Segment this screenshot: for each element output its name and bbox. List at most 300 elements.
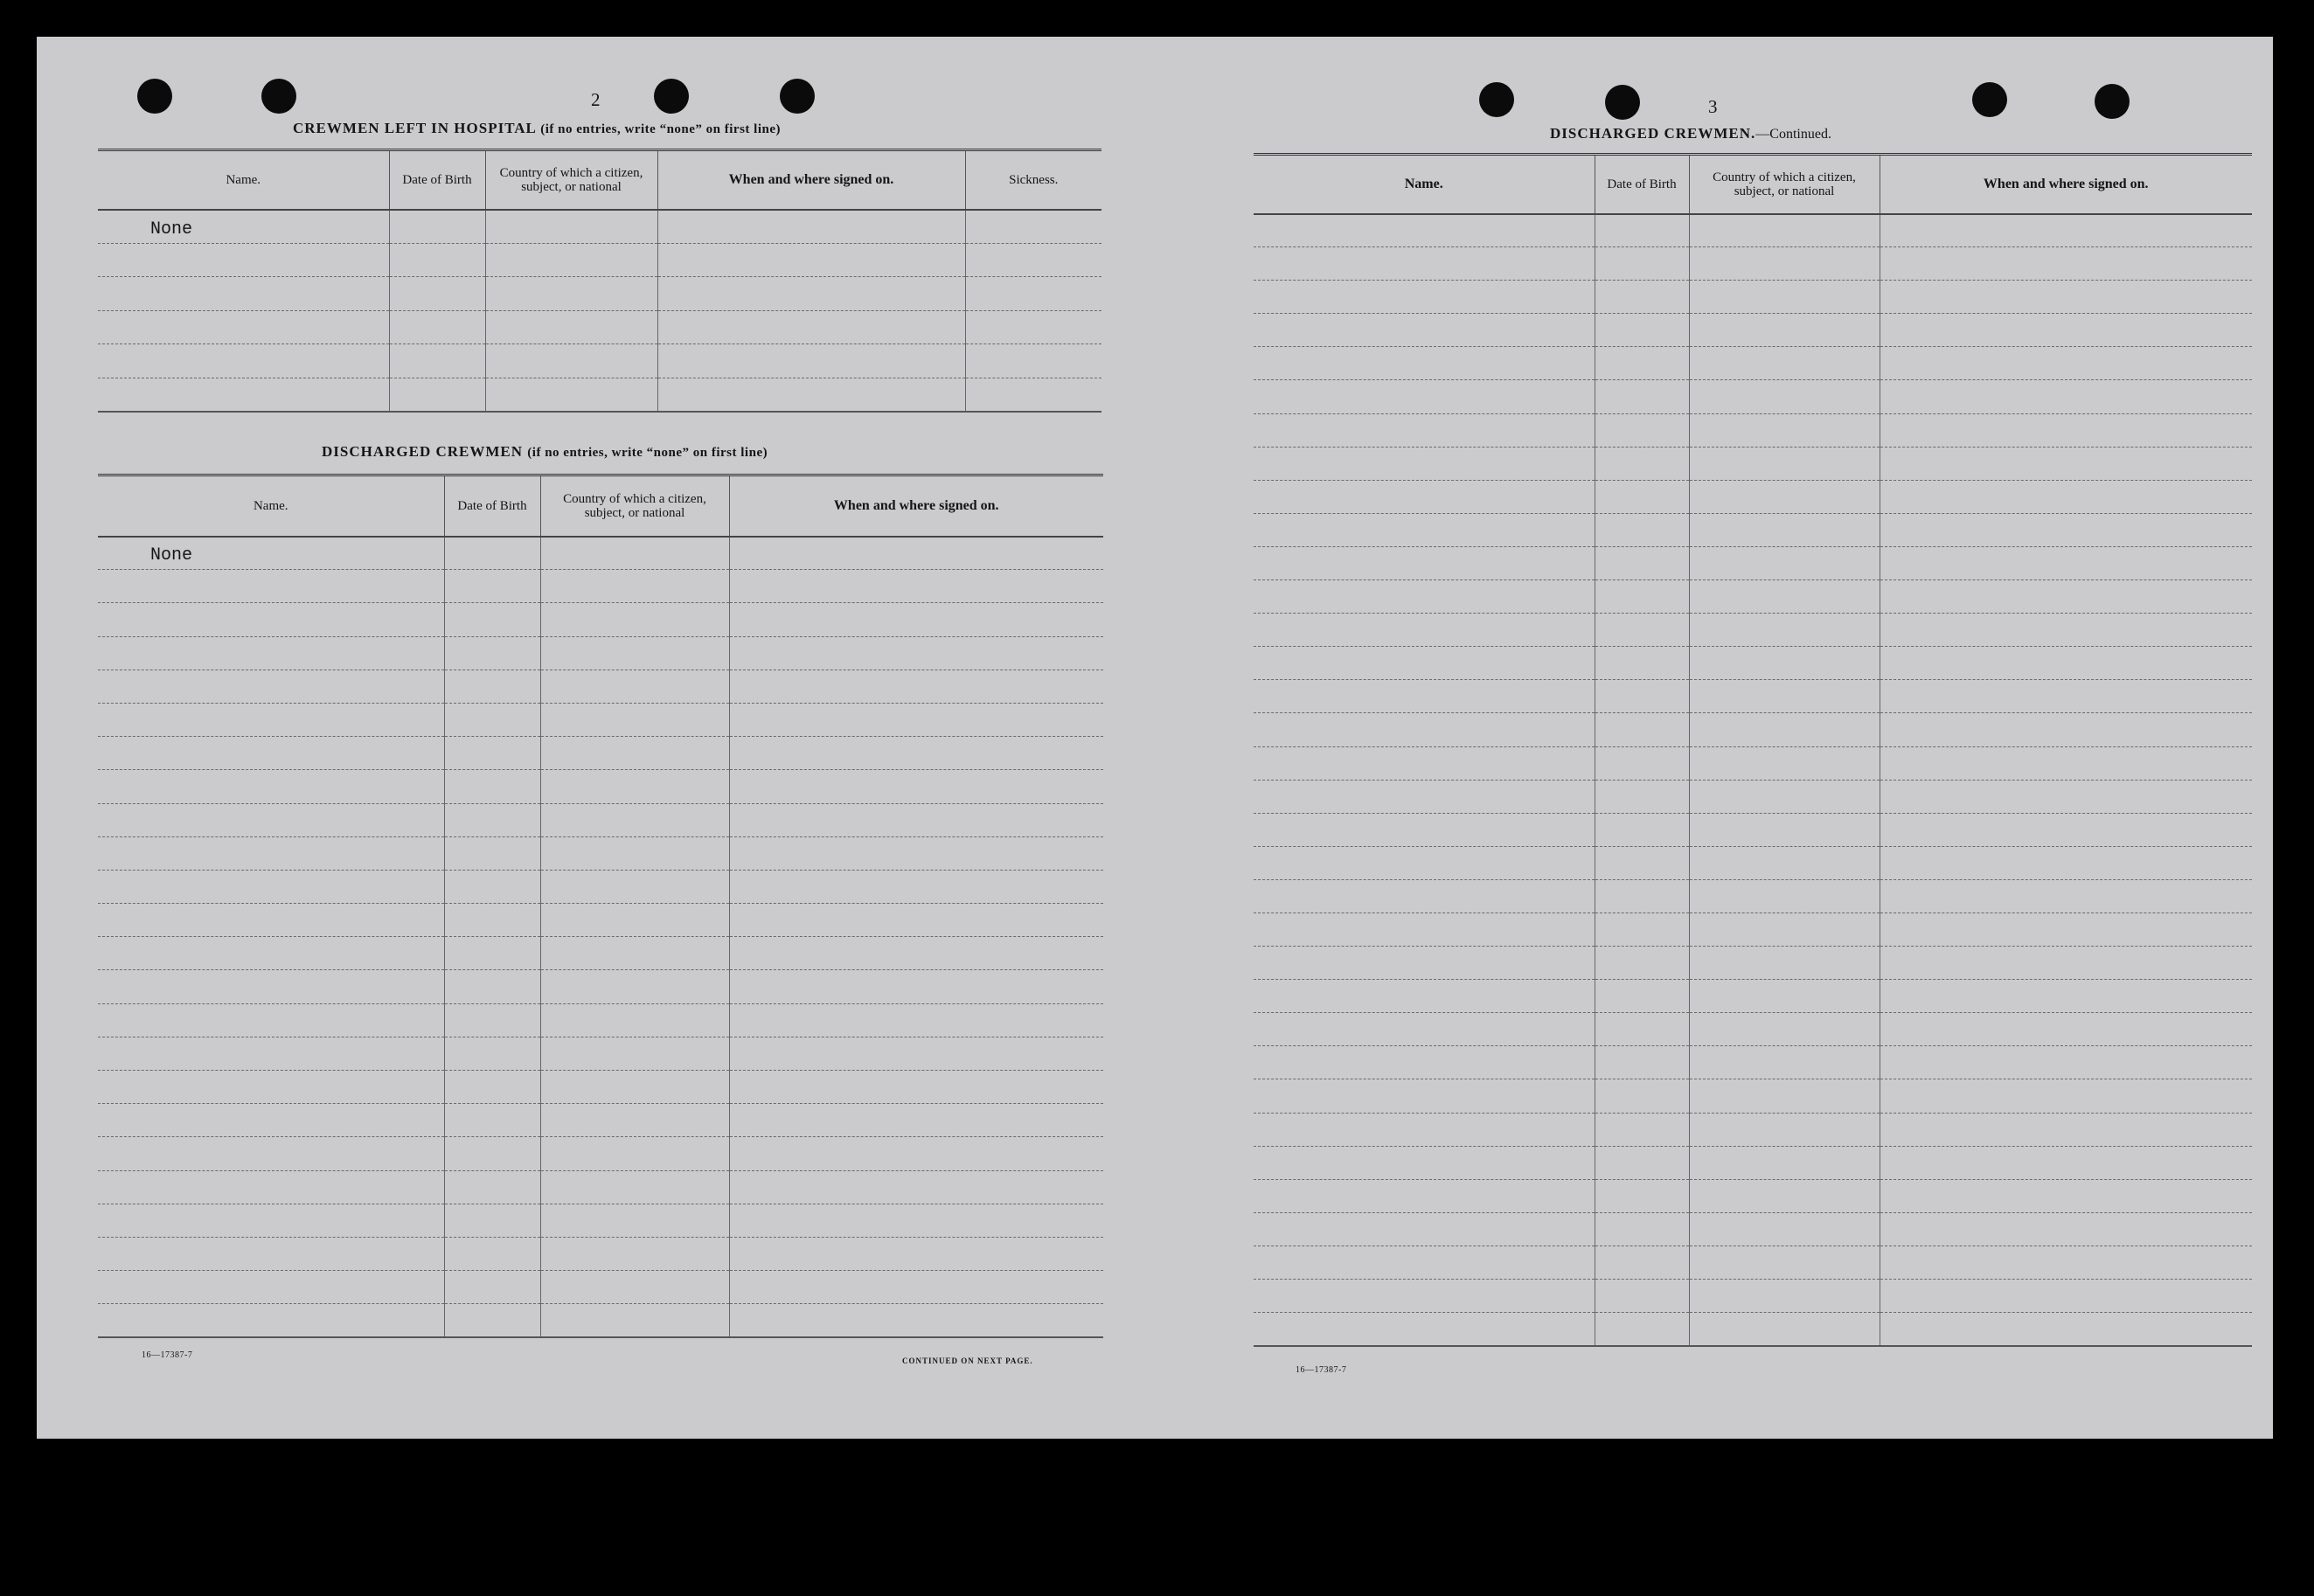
table-cell xyxy=(1689,846,1880,879)
table-cell xyxy=(444,1071,540,1104)
punch-hole xyxy=(1605,85,1640,120)
table-cell xyxy=(98,344,389,378)
table-cell xyxy=(729,1104,1103,1137)
table-cell xyxy=(1880,314,2252,347)
table-row xyxy=(98,310,1101,344)
table-cell xyxy=(98,1071,444,1104)
table-cell xyxy=(540,703,729,736)
table-cell xyxy=(729,1304,1103,1337)
table-cell xyxy=(98,1137,444,1170)
table-cell xyxy=(1689,1280,1880,1313)
table-cell xyxy=(1689,546,1880,579)
table-cell xyxy=(1595,614,1689,647)
table-row xyxy=(98,603,1103,636)
table-cell xyxy=(729,737,1103,770)
table-cell xyxy=(1254,912,1595,946)
table-cell xyxy=(1880,1246,2252,1279)
left-page xyxy=(37,37,1138,1439)
table-cell xyxy=(1880,347,2252,380)
column-header-sickness: Sickness. xyxy=(965,150,1101,210)
table-cell xyxy=(98,1037,444,1070)
table-cell xyxy=(444,870,540,903)
table-cell xyxy=(657,277,965,311)
table-cell xyxy=(540,1137,729,1170)
table-row xyxy=(98,1304,1103,1337)
table-cell xyxy=(540,1003,729,1037)
table-cell xyxy=(1254,281,1595,314)
continued-note: CONTINUED ON NEXT PAGE. xyxy=(902,1357,1033,1365)
table-row xyxy=(98,836,1103,870)
table-cell xyxy=(657,344,965,378)
column-header-name: Name. xyxy=(98,150,389,210)
table-cell xyxy=(1689,746,1880,780)
table-cell xyxy=(98,870,444,903)
table-cell xyxy=(444,1104,540,1137)
table-cell xyxy=(540,970,729,1003)
table-cell xyxy=(1254,1280,1595,1313)
table-cell xyxy=(98,1204,444,1237)
table-row xyxy=(98,636,1103,670)
column-header-name: Name. xyxy=(98,475,444,537)
table-row xyxy=(1254,912,2252,946)
table-cell xyxy=(1254,214,1595,247)
right-page xyxy=(1173,37,2273,1439)
table-cell xyxy=(657,310,965,344)
table-cell xyxy=(540,904,729,937)
page-number: 2 xyxy=(591,89,601,110)
table-row xyxy=(98,670,1103,703)
table-cell xyxy=(389,277,485,311)
table-row xyxy=(1254,447,2252,480)
table-cell xyxy=(98,243,389,277)
table-cell xyxy=(444,636,540,670)
hospital-table xyxy=(98,149,1101,413)
table-cell xyxy=(1595,247,1689,281)
table-cell xyxy=(98,737,444,770)
page-number: 3 xyxy=(1708,96,1718,117)
table-row xyxy=(1254,1246,2252,1279)
table-cell xyxy=(729,970,1103,1003)
table-cell xyxy=(1689,214,1880,247)
table-cell xyxy=(729,836,1103,870)
table-cell xyxy=(444,803,540,836)
table-cell xyxy=(1689,1079,1880,1113)
table-cell xyxy=(1254,680,1595,713)
table-row xyxy=(1254,1079,2252,1113)
table-cell xyxy=(444,1237,540,1270)
table-cell xyxy=(540,836,729,870)
table-cell xyxy=(444,937,540,970)
table-cell xyxy=(1595,1146,1689,1179)
table-cell xyxy=(1254,1212,1595,1246)
table-cell xyxy=(729,537,1103,570)
table-cell xyxy=(540,603,729,636)
table-cell xyxy=(1595,680,1689,713)
table-cell xyxy=(444,670,540,703)
table-row xyxy=(1254,1046,2252,1079)
table-cell xyxy=(729,937,1103,970)
table-row xyxy=(98,803,1103,836)
table-row xyxy=(98,770,1103,803)
table-cell xyxy=(1880,1280,2252,1313)
table-cell xyxy=(1254,879,1595,912)
table-row xyxy=(1254,780,2252,813)
table-row xyxy=(1254,614,2252,647)
table-cell xyxy=(1880,980,2252,1013)
table-cell xyxy=(540,1170,729,1204)
table-row xyxy=(1254,347,2252,380)
table-cell xyxy=(1254,647,1595,680)
table-cell xyxy=(965,310,1101,344)
column-header-date-of-birth: Date of Birth xyxy=(389,150,485,210)
table-row xyxy=(98,570,1103,603)
table-cell xyxy=(98,803,444,836)
table-cell xyxy=(965,277,1101,311)
table-cell xyxy=(540,1037,729,1070)
table-cell xyxy=(444,970,540,1003)
table-cell xyxy=(1689,713,1880,746)
table-cell xyxy=(1254,713,1595,746)
table-cell xyxy=(485,344,657,378)
table-cell xyxy=(444,770,540,803)
punch-hole xyxy=(780,79,815,114)
table-cell xyxy=(444,1271,540,1304)
table-cell xyxy=(965,210,1101,244)
hospital-section-instruction: (if no entries, write “none” on first line) xyxy=(540,122,781,136)
table-cell xyxy=(1254,380,1595,413)
table-cell xyxy=(444,1170,540,1204)
table-cell xyxy=(1880,846,2252,879)
table-cell xyxy=(1880,1113,2252,1146)
table-row xyxy=(98,243,1101,277)
table-row xyxy=(98,1137,1103,1170)
table-cell xyxy=(1689,680,1880,713)
table-cell xyxy=(1595,1212,1689,1246)
table-row xyxy=(1254,546,2252,579)
table-cell xyxy=(1595,846,1689,879)
table-cell xyxy=(1595,780,1689,813)
table-cell xyxy=(444,603,540,636)
table-row xyxy=(98,378,1101,412)
table-row xyxy=(1254,1179,2252,1212)
column-header-date-of-birth: Date of Birth xyxy=(444,475,540,537)
table-cell xyxy=(1254,1246,1595,1279)
table-cell xyxy=(1254,580,1595,614)
discharged-continued-title: DISCHARGED CREWMEN.—Continued. xyxy=(1550,125,1831,142)
table-cell xyxy=(540,570,729,603)
table-row xyxy=(1254,480,2252,513)
table-cell xyxy=(1689,1046,1880,1079)
table-row xyxy=(1254,1212,2252,1246)
column-header-name: Name. xyxy=(1254,155,1595,214)
table-cell xyxy=(1689,614,1880,647)
table-cell xyxy=(1595,1046,1689,1079)
table-cell xyxy=(1595,281,1689,314)
table-cell xyxy=(1880,1212,2252,1246)
table-cell xyxy=(1689,980,1880,1013)
table-cell xyxy=(1254,980,1595,1013)
table-cell xyxy=(729,870,1103,903)
table-cell xyxy=(540,1237,729,1270)
table-cell xyxy=(1689,447,1880,480)
table-cell xyxy=(1880,680,2252,713)
table-row xyxy=(1254,713,2252,746)
table-cell xyxy=(1880,1079,2252,1113)
table-cell xyxy=(1689,347,1880,380)
table-cell xyxy=(98,277,389,311)
table-cell xyxy=(1595,947,1689,980)
table-cell xyxy=(1689,380,1880,413)
table-cell xyxy=(540,870,729,903)
table-row xyxy=(1254,879,2252,912)
table-cell xyxy=(1880,947,2252,980)
table-cell xyxy=(1254,314,1595,347)
table-cell xyxy=(444,1204,540,1237)
table-row xyxy=(1254,247,2252,281)
table-cell xyxy=(1880,513,2252,546)
table-cell xyxy=(1880,746,2252,780)
table-row xyxy=(98,1237,1103,1270)
table-cell xyxy=(729,1037,1103,1070)
table-cell xyxy=(657,243,965,277)
table-cell xyxy=(1595,713,1689,746)
column-header-date-of-birth: Date of Birth xyxy=(1595,155,1689,214)
punch-hole xyxy=(1479,82,1514,117)
table-cell xyxy=(98,1104,444,1137)
table-row xyxy=(98,344,1101,378)
punch-hole xyxy=(1972,82,2007,117)
table-cell xyxy=(540,537,729,570)
table-row xyxy=(98,1170,1103,1204)
table-row xyxy=(1254,947,2252,980)
table-cell xyxy=(1689,1179,1880,1212)
table-cell xyxy=(389,210,485,244)
table-cell xyxy=(729,1271,1103,1304)
table-cell xyxy=(485,310,657,344)
table-row xyxy=(1254,647,2252,680)
table-cell xyxy=(729,636,1103,670)
table-cell xyxy=(444,1003,540,1037)
table-cell xyxy=(1880,1313,2252,1346)
table-row xyxy=(98,1104,1103,1137)
table-cell xyxy=(657,210,965,244)
discharged-continued-table xyxy=(1254,153,2252,1347)
table-row xyxy=(98,937,1103,970)
table-cell xyxy=(1254,780,1595,813)
punch-hole xyxy=(261,79,296,114)
table-cell xyxy=(729,670,1103,703)
table-cell xyxy=(444,836,540,870)
table-cell xyxy=(1254,480,1595,513)
table-row xyxy=(1254,413,2252,447)
table-cell xyxy=(98,210,389,244)
form-number: 16—17387-7 xyxy=(142,1350,193,1360)
table-cell xyxy=(729,770,1103,803)
table-cell xyxy=(1595,480,1689,513)
table-cell xyxy=(729,1071,1103,1104)
table-row xyxy=(98,1003,1103,1037)
table-cell xyxy=(1254,513,1595,546)
table-row xyxy=(1254,1313,2252,1346)
table-cell xyxy=(98,703,444,736)
table-cell xyxy=(729,904,1103,937)
table-cell xyxy=(1595,214,1689,247)
table-cell xyxy=(1880,1046,2252,1079)
table-cell xyxy=(1880,879,2252,912)
table-cell xyxy=(729,1137,1103,1170)
table-cell xyxy=(1254,546,1595,579)
name-entry: None xyxy=(150,219,193,239)
column-header-signed-on: When and where signed on. xyxy=(729,475,1103,537)
table-cell xyxy=(1254,347,1595,380)
table-cell xyxy=(98,636,444,670)
table-cell xyxy=(1689,947,1880,980)
table-cell xyxy=(98,670,444,703)
table-row xyxy=(1254,1146,2252,1179)
hospital-section-title: CREWMEN LEFT IN HOSPITAL (if no entries, write “none” on first line) xyxy=(293,120,781,136)
table-cell xyxy=(540,737,729,770)
table-cell xyxy=(444,1037,540,1070)
table-cell xyxy=(98,537,444,570)
table-cell xyxy=(98,310,389,344)
table-cell xyxy=(729,803,1103,836)
table-cell xyxy=(1689,647,1880,680)
table-cell xyxy=(1880,614,2252,647)
table-cell xyxy=(1595,980,1689,1013)
table-cell xyxy=(485,378,657,412)
table-cell xyxy=(98,904,444,937)
table-cell xyxy=(1595,1079,1689,1113)
table-cell xyxy=(1689,513,1880,546)
table-cell xyxy=(1595,413,1689,447)
discharged-section-instruction: (if no entries, write “none” on first line) xyxy=(527,446,768,460)
table-cell xyxy=(1595,546,1689,579)
table-cell xyxy=(1254,413,1595,447)
table-cell xyxy=(1880,413,2252,447)
table-row xyxy=(98,1037,1103,1070)
table-cell xyxy=(1254,1046,1595,1079)
table-row xyxy=(98,737,1103,770)
table-cell xyxy=(1689,1113,1880,1146)
table-cell xyxy=(1595,314,1689,347)
table-row xyxy=(98,703,1103,736)
table-cell xyxy=(444,1137,540,1170)
table-cell xyxy=(485,243,657,277)
table-cell xyxy=(444,904,540,937)
table-cell xyxy=(540,803,729,836)
table-cell xyxy=(1595,1280,1689,1313)
table-cell xyxy=(1689,1013,1880,1046)
table-cell xyxy=(1595,447,1689,480)
table-cell xyxy=(1880,480,2252,513)
table-row xyxy=(1254,513,2252,546)
table-cell xyxy=(540,937,729,970)
table-cell xyxy=(729,1204,1103,1237)
table-cell xyxy=(1254,746,1595,780)
table-cell xyxy=(1880,1146,2252,1179)
table-cell xyxy=(1595,347,1689,380)
table-cell xyxy=(389,310,485,344)
column-header-country: Country of which a citizen, subject, or national xyxy=(485,150,657,210)
discharged-table xyxy=(98,474,1103,1338)
table-cell xyxy=(540,770,729,803)
table-cell xyxy=(1689,879,1880,912)
table-cell xyxy=(1880,580,2252,614)
punch-hole xyxy=(2095,84,2130,119)
table-row xyxy=(1254,580,2252,614)
table-cell xyxy=(1254,947,1595,980)
table-row xyxy=(98,537,1103,570)
table-cell xyxy=(965,344,1101,378)
table-cell xyxy=(1595,1113,1689,1146)
table-cell xyxy=(1595,1246,1689,1279)
table-row xyxy=(1254,1113,2252,1146)
table-cell xyxy=(1595,1013,1689,1046)
table-cell xyxy=(1689,480,1880,513)
column-header-signed-on: When and where signed on. xyxy=(657,150,965,210)
table-cell xyxy=(1595,647,1689,680)
table-cell xyxy=(485,277,657,311)
table-cell xyxy=(1689,413,1880,447)
form-number: 16—17387-7 xyxy=(1296,1365,1347,1375)
table-cell xyxy=(98,378,389,412)
table-cell xyxy=(657,378,965,412)
table-cell xyxy=(540,1104,729,1137)
table-cell xyxy=(1880,380,2252,413)
table-cell xyxy=(1254,1179,1595,1212)
table-cell xyxy=(1880,247,2252,281)
table-cell xyxy=(1254,846,1595,879)
table-cell xyxy=(1689,314,1880,347)
table-cell xyxy=(1880,912,2252,946)
table-cell xyxy=(98,970,444,1003)
table-cell xyxy=(1595,380,1689,413)
table-cell xyxy=(1254,1113,1595,1146)
table-cell xyxy=(1880,214,2252,247)
continued-label: —Continued. xyxy=(1755,127,1831,142)
table-cell xyxy=(444,1304,540,1337)
table-cell xyxy=(729,1170,1103,1204)
table-cell xyxy=(1689,780,1880,813)
table-cell xyxy=(1880,1179,2252,1212)
table-row xyxy=(1254,680,2252,713)
table-row xyxy=(1254,314,2252,347)
table-cell xyxy=(1595,513,1689,546)
table-cell xyxy=(98,770,444,803)
table-cell xyxy=(1880,281,2252,314)
table-row xyxy=(98,210,1101,244)
table-cell xyxy=(1595,580,1689,614)
document-sheet xyxy=(37,37,2273,1439)
table-cell xyxy=(1689,247,1880,281)
table-cell xyxy=(98,1304,444,1337)
table-row xyxy=(1254,214,2252,247)
table-cell xyxy=(389,378,485,412)
table-row xyxy=(1254,281,2252,314)
table-cell xyxy=(965,378,1101,412)
table-row xyxy=(1254,813,2252,846)
table-cell xyxy=(540,1071,729,1104)
table-cell xyxy=(1689,1212,1880,1246)
table-row xyxy=(98,970,1103,1003)
table-cell xyxy=(98,1271,444,1304)
discharged-section-title: DISCHARGED CREWMEN (if no entries, write “none” on first line) xyxy=(322,443,768,460)
table-cell xyxy=(444,703,540,736)
table-row xyxy=(98,870,1103,903)
table-cell xyxy=(729,1003,1103,1037)
table-cell xyxy=(98,937,444,970)
table-cell xyxy=(485,210,657,244)
